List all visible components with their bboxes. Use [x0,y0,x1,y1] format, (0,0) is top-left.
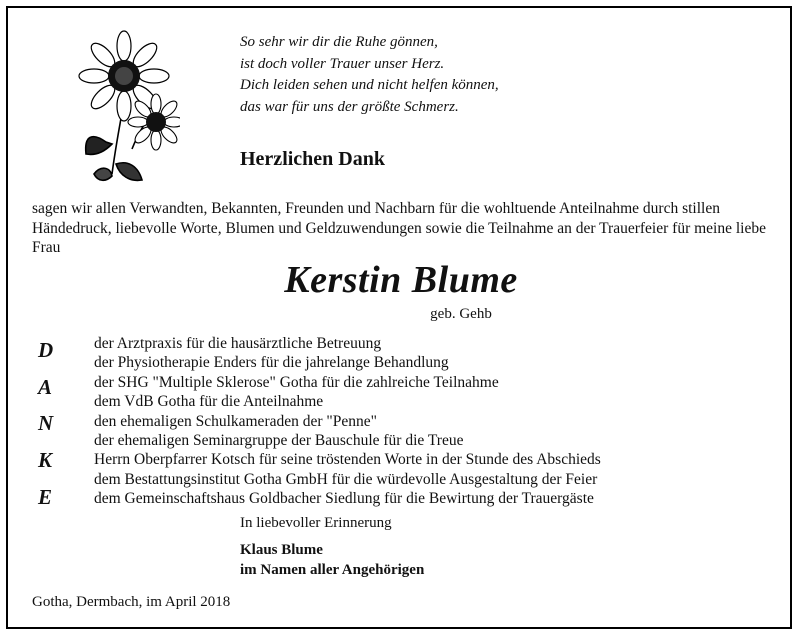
thanks-list [94,334,601,509]
signer-group: im Namen aller Angehörigen [240,562,425,578]
signature-block [240,540,424,580]
thanks-line: dem VdB Gotha für die Anteilnahme [94,393,324,411]
memory-line: In liebevoller Erinnerung [240,515,392,531]
thanks-line: der Arztpraxis für die hausärztliche Betreuung [94,335,382,352]
thanks-line: der ehemaligen Seminargruppe der Bauschule für die Treue [94,432,464,450]
thanks-heading: Herzlichen Dank [240,148,385,170]
thanks-line: der Physiotherapie Enders für die jahrelange Behandlung [94,354,449,372]
poem-line: das war für uns der größte Schmerz. [240,98,459,115]
place-date: Gotha, Dermbach, im April 2018 [32,594,231,610]
signer-name: Klaus Blume [240,542,323,558]
intro-paragraph: sagen wir allen Verwandten, Bekannten, Freunden und Nachbarn für die wohltuende Anteilnahme durch stillen Händedruck, liebevolle Worte, Blumen und Geldzuwendungen sowie die Teilnahme an der Trauerfeier für meine liebe Frau [32,200,766,256]
danke-letter: E [38,484,53,509]
danke-letter: D [38,338,54,362]
danke-letter: N [38,411,54,436]
deceased-name: Kerstin Blume [284,259,518,301]
poem [240,32,499,118]
poem-line: Dich leiden sehen und nicht helfen können, [240,77,499,93]
danke-letter: A [38,374,53,399]
poem-line: ist doch voller Trauer unser Herz. [240,55,445,72]
danke-acrostic [38,332,68,515]
thanks-line: dem Bestattungsinstitut Gotha GmbH für die würdevolle Ausgestaltung der Feier [94,470,598,488]
thanks-line: der SHG "Multiple Sklerose" Gotha für die zahlreiche Teilnahme [94,373,499,391]
thanks-line: den ehemaligen Schulkameraden der "Penne" [94,412,377,430]
poem-line: So sehr wir dir die Ruhe gönnen, [240,34,438,50]
birth-name: geb. Gehb [430,306,492,322]
sunflower-icon [72,24,180,196]
obituary-notice [6,6,792,629]
danke-letter: K [38,448,53,473]
thanks-line: dem Gemeinschaftshaus Goldbacher Siedlung für die Bewirtung der Trauergäste [94,490,594,508]
thanks-line: Herrn Oberpfarrer Kotsch für seine tröstenden Worte in der Stunde des Abschieds [94,451,601,469]
